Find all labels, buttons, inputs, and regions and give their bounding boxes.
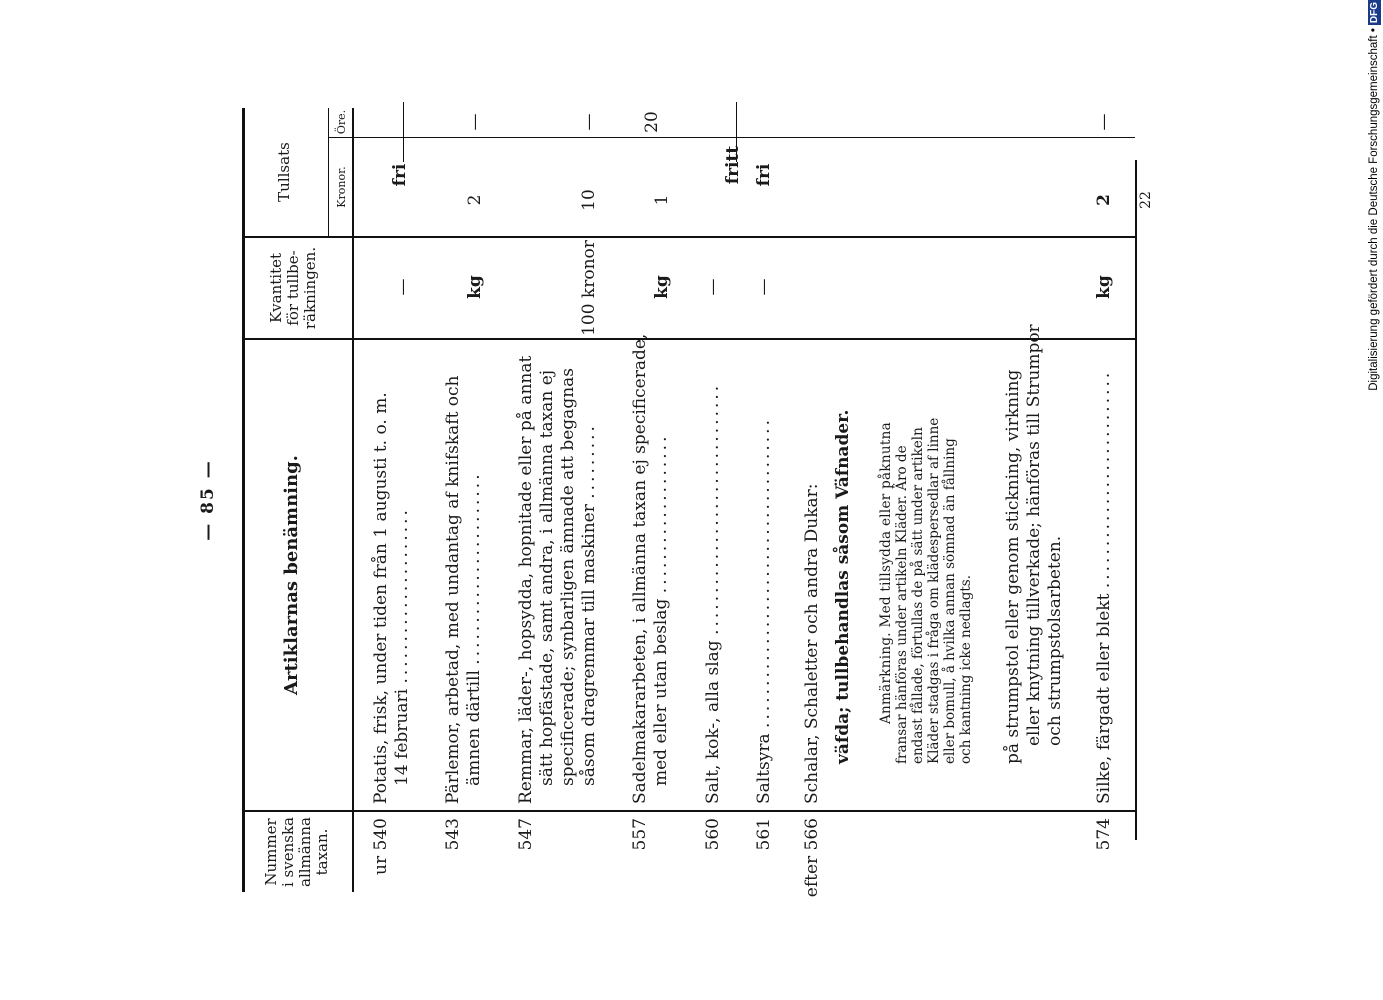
tullsats-subrule — [328, 108, 329, 238]
note-line: Kläder stadgas i fråga om klädespersedlar af linne — [926, 417, 942, 764]
row-text-line: Remmar, läder-, hopsydda, hopnitade eller på annat — [516, 355, 536, 804]
row-547-text — [516, 356, 600, 804]
note-line: endast fållade, förtullas de på sätt under artikeln — [910, 427, 926, 764]
col-rule-1 — [242, 810, 1135, 812]
row-574-number: 574 — [1094, 818, 1114, 851]
row-540-qty: — — [393, 278, 413, 296]
row-543-kronor: 2 — [465, 194, 485, 206]
row-560-qty: — — [703, 278, 723, 296]
dfg-credit — [1366, 2, 1382, 408]
header-kvantitet-line: Kvantitet — [267, 252, 285, 324]
row-561-number: 561 — [754, 818, 774, 851]
row-557-text — [630, 334, 672, 804]
row-text-line: på strumpstol eller genom stickning, virkning — [1003, 369, 1023, 764]
header-nummer-line: Nummer — [262, 818, 280, 886]
row-text-part: med eller utan beslag — [651, 598, 671, 786]
col-rule-2 — [242, 338, 1135, 340]
signature-mark: 22 — [1138, 191, 1154, 209]
row-540-kronor: fri — [390, 163, 410, 187]
rotated-page — [178, 0, 1154, 1000]
row-547-number: 547 — [516, 818, 536, 851]
row-561-kronor: fri — [754, 163, 774, 187]
dfg-credit-text — [1366, 0, 1382, 400]
row-text-line: Pärlemor, arbetad, med undantag af knifskaft och — [443, 375, 463, 804]
table-bottom-rule — [1135, 160, 1137, 840]
row-text-line: eller knytning tillverkade; hänföras till Strumpor — [1024, 324, 1044, 746]
header-nummer-line: taxan. — [313, 828, 331, 876]
dfg-credit-label: Digitalisierung gefördert durch die Deutsche Forschungsgemeinschaft • — [1368, 28, 1380, 391]
row-547-kronor: 10 — [579, 189, 599, 211]
row-text-part: ämnen därtill — [464, 670, 484, 786]
row-text-line: Potatis, frisk, under tiden från 1 augusti t. o. m. — [371, 392, 391, 804]
row-543-ore: — — [465, 113, 485, 131]
row-text-part: 14 februari — [392, 688, 412, 786]
row-557-qty: kg — [652, 275, 672, 299]
row-560-text — [703, 383, 724, 804]
row-text-line: såsom dragremmar till maskiner ......... — [579, 423, 599, 786]
kronor-fri-rule-1 — [403, 102, 404, 162]
row-text-line: med eller utan beslag ................... — [651, 433, 671, 786]
row-text-line: sätt hopfästade, samt andra, i allmänna taxan ej — [537, 369, 557, 786]
row-574-ore: — — [1094, 113, 1114, 131]
header-benamning: Artiklarnas benämning. — [281, 455, 302, 695]
row-547-ore: — — [579, 113, 599, 131]
row-543-number: 543 — [443, 818, 463, 851]
header-kvantitet-line: för tullbe- — [284, 250, 302, 326]
note-line: eller bomull, å hvilka annan sömnad än fållning — [942, 438, 958, 764]
header-kvantitet-line: räkningen. — [301, 246, 319, 330]
table-top-rule — [242, 108, 245, 892]
note-line: och kantning icke nedlagts. — [958, 575, 974, 764]
row-text-part: Salt, kok-, alla slag — [703, 640, 723, 804]
row-text-line: Sadelmakararbeten, i allmänna taxan ej specificerade, — [630, 333, 650, 804]
anmarkning-note — [878, 418, 974, 764]
row-540-number: ur 540 — [371, 818, 391, 875]
col-rule-4 — [328, 137, 1135, 138]
note-line: Anmärkning. Med tillsydda eller påknutna — [878, 422, 894, 724]
header-kvantitet — [268, 238, 319, 338]
dfg-logo: DFG — [1369, 2, 1380, 24]
row-text-part: Saltsyra — [754, 733, 774, 804]
row-566-text — [802, 410, 854, 804]
row-text-part: såsom dragremmar till maskiner — [579, 504, 599, 786]
col-rule-3 — [242, 236, 1135, 238]
row-text-line: Saltsyra ..................................... — [754, 417, 774, 804]
row-text-line: och strumpstolsarbeten. — [1045, 535, 1065, 746]
row-543-text — [443, 375, 485, 804]
row-text-line: Salt, kok-, alla slag .............................. — [703, 382, 723, 804]
row-557-kronor: 1 — [652, 194, 672, 206]
row-strumpstol-text — [1003, 324, 1066, 764]
row-543-qty: kg — [465, 275, 485, 299]
row-560-kronor: fritt — [723, 145, 743, 185]
row-557-number: 557 — [630, 818, 650, 851]
row-text-part: Silke, färgadt eller blekt — [1094, 593, 1114, 804]
row-547-qty: 100 kronor — [579, 240, 599, 336]
row-540-text — [371, 392, 413, 804]
header-nummer-line: allmänna — [296, 817, 314, 887]
row-574-text — [1094, 370, 1115, 804]
row-text-part: väfda; tullbehandlas såsom Väfnader. — [833, 409, 853, 764]
row-574-qty: kg — [1094, 275, 1114, 299]
page-number: — 85 — — [198, 459, 218, 541]
row-text-line: ämnen därtill ....................... — [464, 471, 484, 786]
row-text-line: specificerade; synbarligen ämnade att begagnas — [558, 367, 578, 786]
row-561-text — [754, 417, 775, 804]
header-nummer-line: i svenska — [279, 817, 297, 888]
row-557-ore: 20 — [642, 111, 662, 133]
header-tullsats: Tullsats — [275, 142, 293, 202]
header-bottom-rule — [352, 108, 354, 892]
row-text-line — [833, 410, 854, 804]
row-text-line: Schalar, Schaletter och andra Dukar: — [802, 483, 822, 804]
header-kronor: Kronor. — [335, 166, 348, 208]
header-ore: Öre. — [335, 109, 348, 135]
row-566-number: efter 566 — [802, 818, 822, 898]
note-line: fransar hänföras under artikeln Kläder. Äro de — [894, 445, 910, 764]
row-574-kronor: 2 — [1094, 194, 1114, 206]
row-text-line: 14 februari ..................... — [392, 507, 412, 786]
row-text-line: Silke, färgadt eller blekt .......................... — [1094, 369, 1114, 804]
row-561-qty: — — [754, 278, 774, 296]
row-560-number: 560 — [703, 818, 723, 851]
header-nummer — [263, 814, 331, 890]
